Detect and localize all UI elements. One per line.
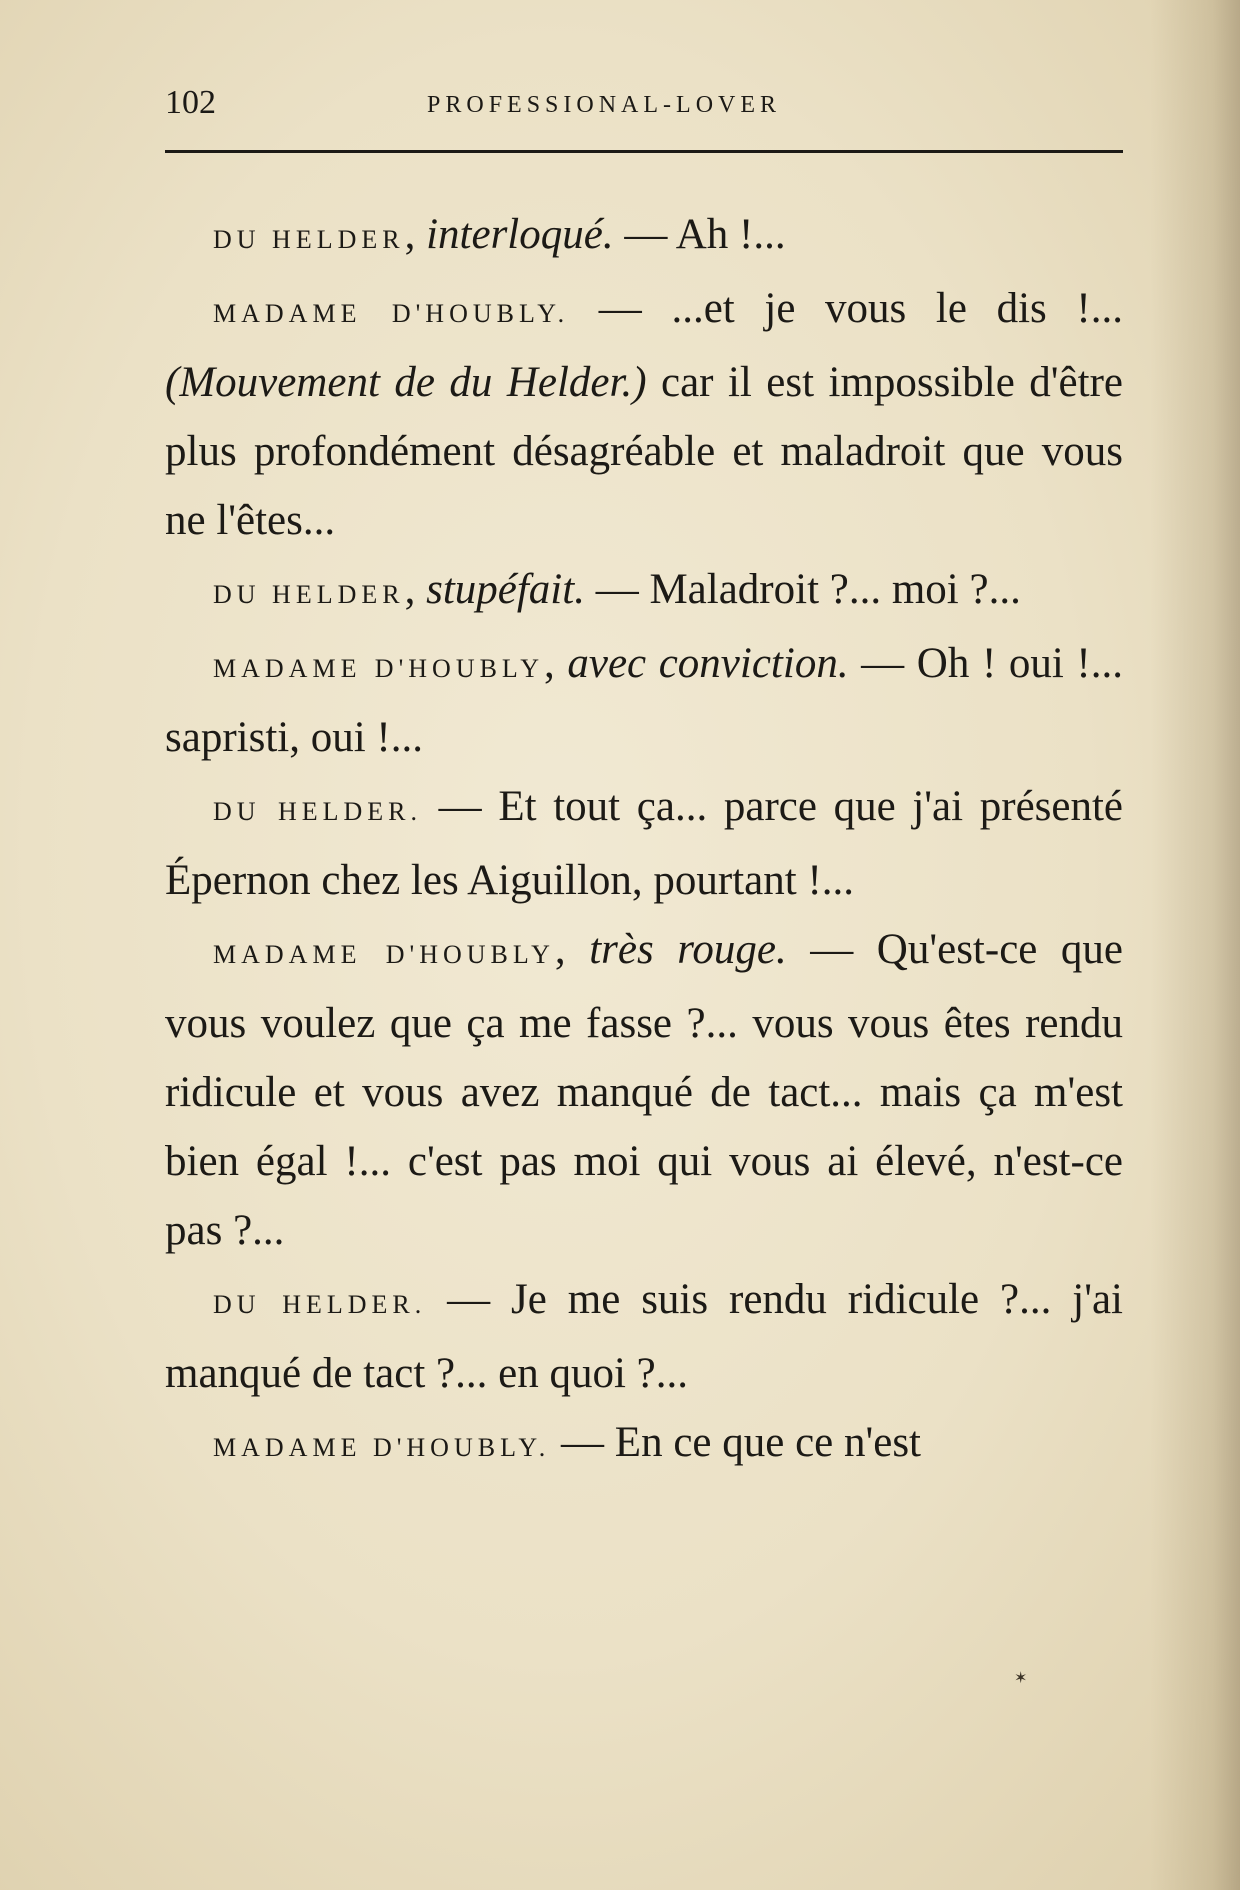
dialogue-line: — Ah !... — [613, 211, 786, 258]
dialogue-paragraph — [165, 1408, 1123, 1482]
stage-direction: très rouge. — [589, 926, 787, 973]
page-header — [165, 84, 1125, 124]
speaker-name: DU HELDER. — [213, 797, 423, 826]
dialogue-line: — En ce que ce n'est — [550, 1419, 922, 1466]
dialogue-paragraph — [165, 772, 1123, 915]
dialogue-paragraph: DU HELDER, interloqué. — Ah !... — [213, 211, 786, 258]
dialogue-paragraph: DU HELDER, stupéfait. — Maladroit ?... moi ?... — [213, 566, 1021, 613]
speaker-name: DU HELDER — [213, 225, 405, 254]
speaker-name: MADAME D'HOUBLY. — [213, 1433, 551, 1462]
speaker-name: MADAME D'HOUBLY — [213, 940, 555, 969]
running-title: PROFESSIONAL-LOVER — [427, 92, 782, 118]
dialogue-paragraph — [165, 274, 1123, 555]
dialogue-line: — Qu'est-ce que vous voulez que ça me fasse ?... vous vous êtes rendu ridicule et vous avez manqué de tact... mais ça m'est bien égal !... c'est pas moi qui vous ai élevé, n'est-ce pas ?... — [165, 926, 1123, 1254]
dialogue-line: — ...et je vous le dis !... — [569, 285, 1123, 332]
dialogue-paragraph: MADAME D'HOUBLY, avec conviction. — Oh ! oui !... sapristi, oui !... — [165, 640, 1124, 761]
ink-speck: ✶ — [1014, 1668, 1028, 1687]
speaker-name: DU HELDER. — [213, 1290, 427, 1319]
stage-direction: interloqué. — [426, 211, 614, 258]
dialogue-line: — Je me suis rendu ridicule ?... j'ai manqué de tact ?... en quoi ?... — [165, 1276, 1123, 1397]
speaker-name: MADAME D'HOUBLY. — [213, 299, 570, 328]
speaker-name: DU HELDER — [213, 580, 405, 609]
dialogue-line: car il est impossible d'être plus profondément désagréable et maladroit que vous ne l'êtes... — [165, 359, 1123, 544]
dialogue-paragraph: MADAME D'HOUBLY, très rouge. — Qu'est-ce que vous voulez que ça me fasse ?... vous vous êtes rendu ridicule et vous avez manqué de tact... mais ça m'est bien égal !... c'est pas moi qui vous ai élevé, n'est-ce pas ?... — [165, 926, 1123, 1254]
dialogue-text — [165, 200, 1123, 1482]
dialogue-line: — Et tout ça... parce que j'ai présenté Épernon chez les Aiguillon, pourtant !... — [165, 783, 1124, 904]
stage-direction: stupéfait. — [426, 566, 585, 613]
dialogue-line: — Maladroit ?... moi ?... — [584, 566, 1021, 613]
stage-direction: avec conviction. — [567, 640, 849, 687]
page-edge-shadow — [1150, 0, 1240, 1890]
dialogue-paragraph — [165, 1265, 1123, 1408]
dialogue-line: — Oh ! oui !... sapristi, oui !... — [165, 640, 1124, 761]
header-rule — [165, 150, 1123, 153]
speaker-name: MADAME D'HOUBLY — [213, 654, 544, 683]
stage-direction: (Mouvement de du Helder.) — [165, 359, 647, 406]
page-number: 102 — [165, 84, 216, 121]
